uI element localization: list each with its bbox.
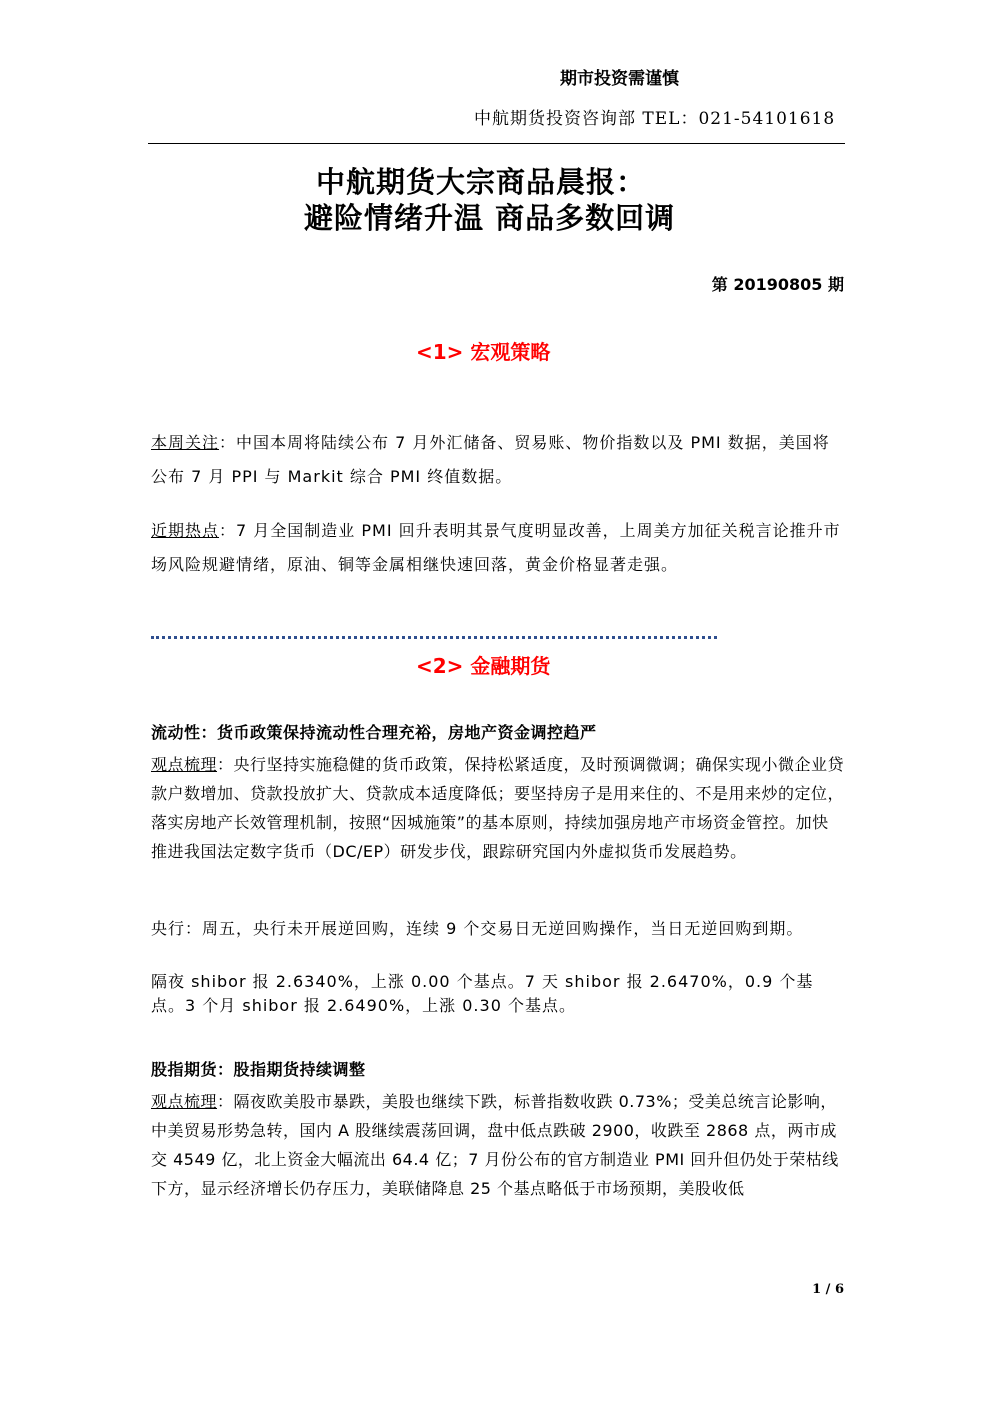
shibor-paragraph: 隔夜 shibor 报 2.6340%，上涨 0.00 个基点。7 天 shibor 报 2.6470%，0.9 个基点。3 个月 shibor 报 2.6490%，上涨 0.30 个基点。 bbox=[151, 972, 814, 1015]
header-contact: 中航期货投资咨询部 TEL：021-54101618 bbox=[474, 109, 836, 129]
section-heading-macro: <1> 宏观策略 bbox=[416, 340, 551, 364]
liquidity-view-paragraph bbox=[151, 750, 845, 866]
issue-number: 第 20190805 期 bbox=[711, 275, 844, 294]
header-divider bbox=[148, 143, 845, 144]
index-futures-view-text: ：隔夜欧美股市暴跌，美股也继续下跌，标普指数收跌 0.73%；受美总统言论影响，中美贸易形势急转，国内 A 股继续震荡回调，盘中低点跌破 2900，收跌至 2868 点，两市成交 4549 亿，北上资金大幅流出 64.4 亿；7 月份公布的官方制造业 PMI 回升但仍处于荣枯线下方，显示经济增长仍存压力，美联储降息 25 个基点略低于市场预期，美股收低 bbox=[151, 1092, 839, 1198]
recent-hotspot-text: ：7 月全国制造业 PMI 回升表明其景气度明显改善，上周美方加征关税言论推升市场风险规避情绪，原油、铜等金属相继快速回落，黄金价格显著走强。 bbox=[151, 521, 841, 574]
report-title-line1: 中航期货大宗商品晨报： bbox=[316, 165, 647, 199]
section-divider bbox=[151, 636, 717, 639]
weekly-focus-label: 本周关注 bbox=[151, 433, 220, 452]
liquidity-view-text: ：央行坚持实施稳健的货币政策，保持松紧适度，及时预调微调；确保实现小微企业贷款户数增加、贷款投放扩大、贷款成本适度降低；要坚持房子是用来住的、不是用来炒的定位，落实房地产长效管理机制，按照“因城施策”的基本原则，持续加强房地产市场资金管控。加快推进我国法定数字货币（DC/EP）研发步伐，跟踪研究国内外虚拟货币发展趋势。 bbox=[151, 755, 845, 861]
recent-hotspot-paragraph bbox=[151, 514, 845, 582]
index-futures-view-label: 观点梳理 bbox=[151, 1092, 218, 1111]
header-warning: 期市投资需谨慎 bbox=[560, 69, 679, 89]
liquidity-view-label: 观点梳理 bbox=[151, 755, 218, 774]
index-futures-view-paragraph bbox=[151, 1087, 845, 1203]
weekly-focus-text: ：中国本周将陆续公布 7 月外汇储备、贸易账、物价指数以及 PMI 数据，美国将公布 7 月 PPI 与 Markit 综合 PMI 终值数据。 bbox=[151, 433, 830, 486]
section-heading-financial: <2> 金融期货 bbox=[416, 654, 551, 678]
weekly-focus-paragraph bbox=[151, 426, 845, 494]
index-futures-heading: 股指期货：股指期货持续调整 bbox=[151, 1060, 366, 1079]
recent-hotspot-label: 近期热点 bbox=[151, 521, 220, 540]
liquidity-heading: 流动性：货币政策保持流动性合理充裕，房地产资金调控趋严 bbox=[151, 723, 597, 742]
page-number: 1 / 6 bbox=[812, 1282, 844, 1297]
central-bank-paragraph: 央行：周五，央行未开展逆回购，连续 9 个交易日无逆回购操作，当日无逆回购到期。 bbox=[151, 919, 804, 938]
report-title-line2: 避险情绪升温 商品多数回调 bbox=[304, 201, 676, 235]
